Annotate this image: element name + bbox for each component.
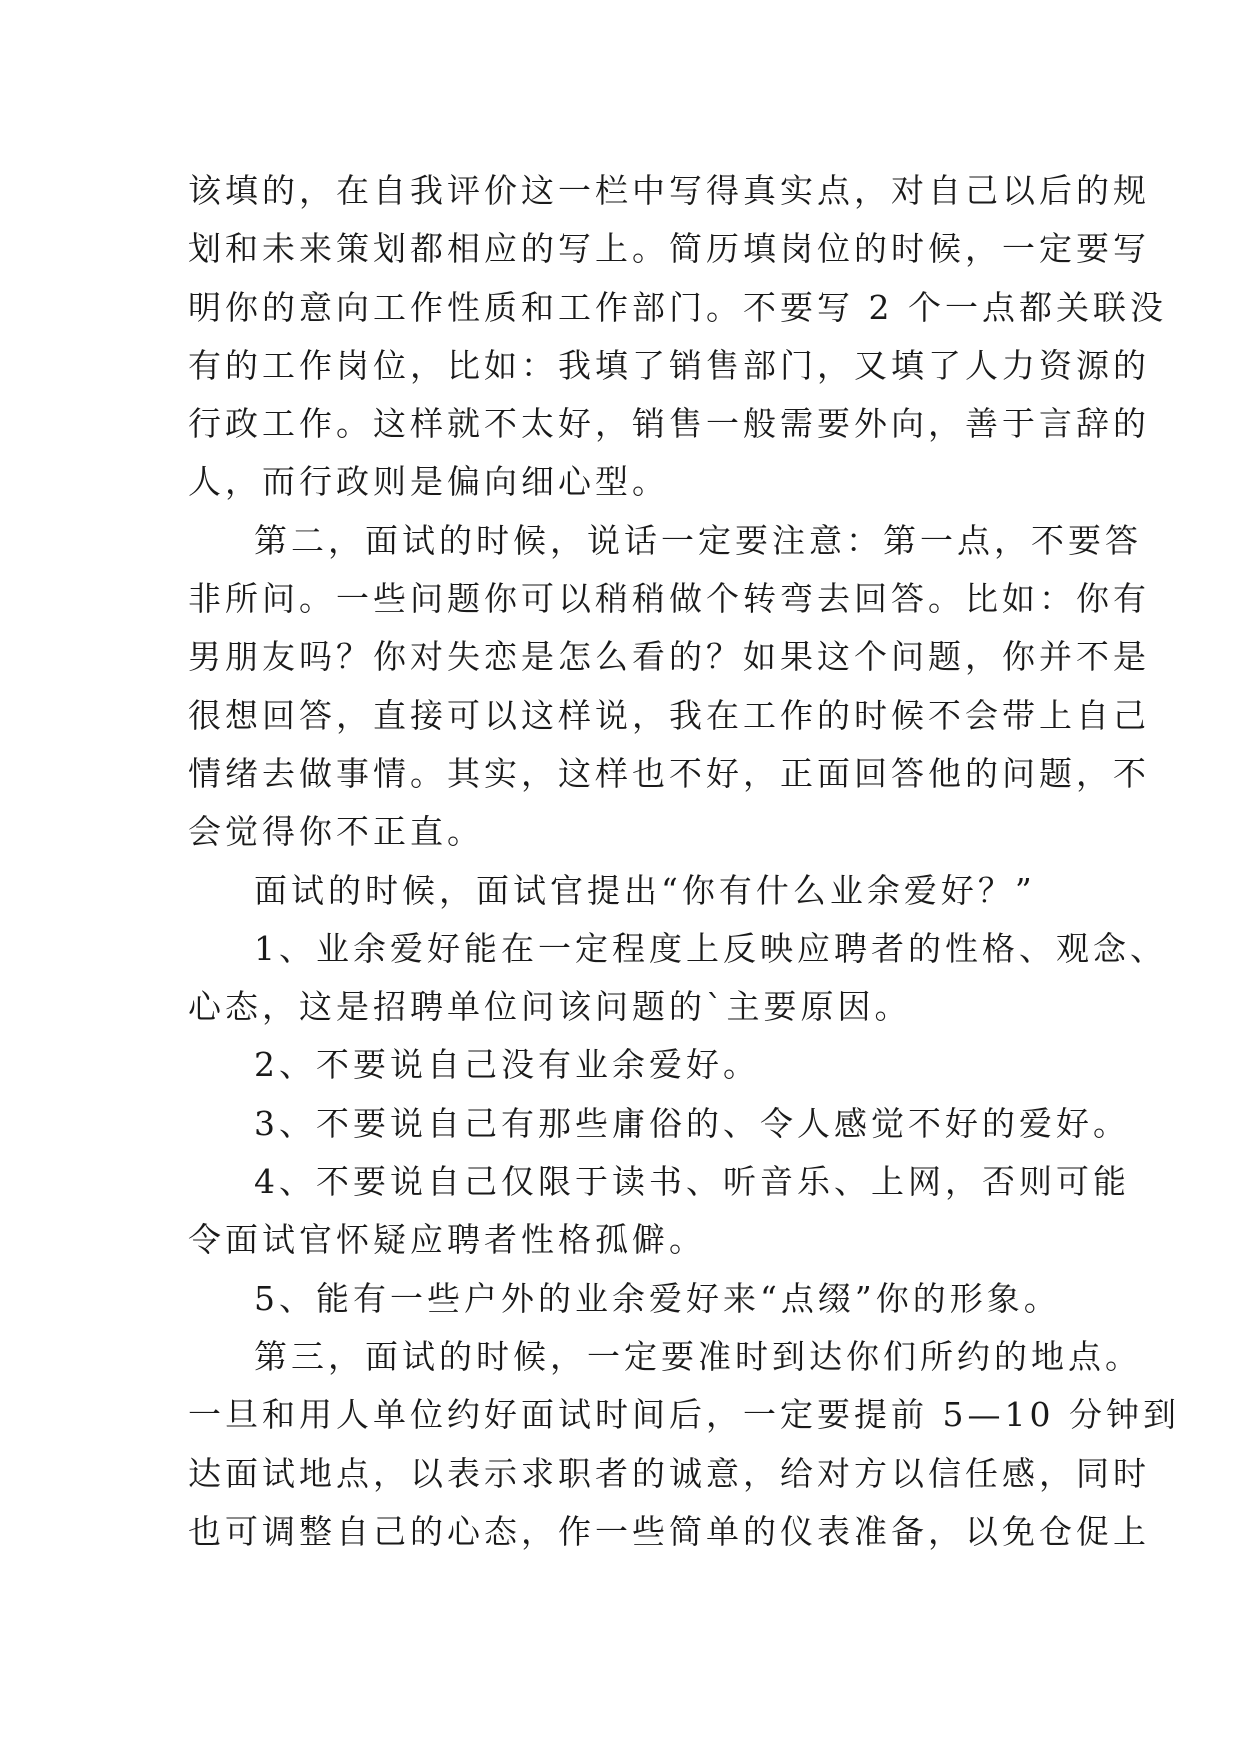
text-line: 会觉得你不正直。 [188, 812, 484, 852]
text-line: 男朋友吗？你对失恋是怎么看的？如果这个问题，你并不是 [188, 637, 1150, 677]
text-line: 划和未来策划都相应的写上。简历填岗位的时候，一定要写 [188, 229, 1150, 269]
text-line: 达面试地点，以表示求职者的诚意，给对方以信任感，同时 [188, 1453, 1150, 1493]
text-line: 1、业余爱好能在一定程度上反映应聘者的性格、观念、 [254, 928, 1167, 968]
text-line: 情绪去做事情。其实，这样也不好，正面回答他的问题，不 [188, 753, 1150, 793]
text-line: 有的工作岗位，比如：我填了销售部门，又填了人力资源的 [188, 345, 1150, 385]
text-line: 明你的意向工作性质和工作部门。不要写 2 个一点都关联没 [188, 287, 1167, 327]
document-body [188, 162, 1180, 1561]
text-line: 5、能有一些户外的业余爱好来“点缀”你的形象。 [254, 1278, 1061, 1318]
text-line: 非所问。一些问题你可以稍稍做个转弯去回答。比如：你有 [188, 579, 1150, 619]
text-line: 该填的，在自我评价这一栏中写得真实点，对自己以后的规 [188, 171, 1150, 210]
text-line: 4、不要说自己仅限于读书、听音乐、上网，否则可能 [254, 1162, 1130, 1202]
text-line: 很想回答，直接可以这样说，我在工作的时候不会带上自己 [188, 695, 1150, 735]
text-line: 也可调整自己的心态，作一些简单的仪表准备，以免仓促上 [188, 1511, 1150, 1551]
text-line: 一旦和用人单位约好面试时间后，一定要提前 5—10 分钟到 [188, 1395, 1180, 1435]
text-line: 行政工作。这样就不太好，销售一般需要外向，善于言辞的 [188, 404, 1150, 444]
text-line: 面试的时候，面试官提出“你有什么业余爱好？” [254, 870, 1036, 910]
text-line: 人，而行政则是偏向细心型。 [188, 462, 669, 502]
text-line: 3、不要说自己有那些庸俗的、令人感觉不好的爱好。 [254, 1103, 1130, 1143]
text-line: 第三，面试的时候，一定要准时到达你们所约的地点。 [254, 1336, 1142, 1376]
text-line: 心态，这是招聘单位问该问题的`主要原因。 [188, 987, 912, 1027]
text-line: 令面试官怀疑应聘者性格孤僻。 [188, 1220, 706, 1260]
text-line: 第二，面试的时候，说话一定要注意：第一点，不要答 [254, 520, 1142, 560]
text-line: 2、不要说自己没有业余爱好。 [254, 1045, 760, 1085]
